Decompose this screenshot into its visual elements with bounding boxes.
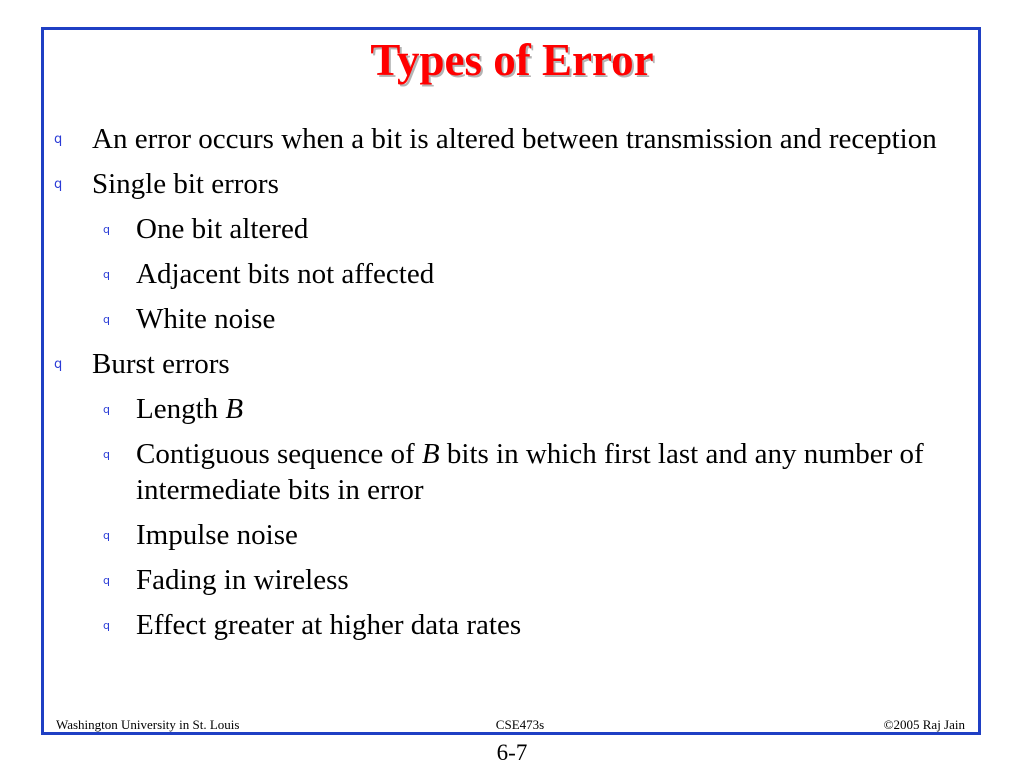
bullet-marker-icon: q [103, 268, 110, 281]
sub-bullet-item [0, 211, 926, 247]
sub-bullet-item [0, 607, 926, 643]
bullet-marker-icon: q [54, 132, 63, 147]
bullet-text: An error occurs when a bit is altered between transmission and reception [92, 123, 937, 155]
bullet-marker-icon: q [103, 529, 110, 542]
bullet-item [0, 166, 962, 202]
bullet-item [0, 121, 962, 157]
bullet-text: bits in which first last and any number of intermediate bits in error [136, 438, 924, 506]
bullet-text: Impulse noise [136, 519, 298, 551]
bullet-text: Single bit errors [92, 168, 279, 200]
page-number: 6-7 [496, 740, 528, 765]
bullet-marker-icon: q [54, 177, 63, 192]
footer-institution: Washington University in St. Louis [56, 717, 240, 732]
sub-bullet-item [0, 517, 926, 553]
sub-bullet-item [0, 562, 926, 598]
bullet-text: Effect greater at higher data rates [136, 609, 522, 641]
bullet-text: Fading in wireless [136, 564, 349, 596]
bullet-marker-icon: q [54, 357, 63, 372]
footer-course: CSE473s [495, 717, 545, 732]
bullet-marker-icon: q [103, 403, 110, 416]
bullet-text: Length [136, 393, 226, 425]
sub-bullet-item [0, 391, 926, 427]
bullet-marker-icon: q [103, 223, 110, 236]
bullet-marker-icon: q [103, 574, 110, 587]
sub-bullet-item [0, 256, 926, 292]
bullet-text: Burst errors [92, 348, 230, 380]
bullet-marker-icon: q [103, 448, 110, 461]
bullet-text: Contiguous sequence of [136, 438, 422, 470]
bullet-text: B [225, 393, 244, 425]
bullet-marker-icon: q [103, 313, 110, 326]
bullet-text: White noise [136, 303, 276, 335]
sub-bullet-item [0, 436, 926, 508]
bullet-text: Adjacent bits not affected [136, 258, 435, 290]
bullet-item [0, 346, 962, 382]
bullet-text: B [421, 438, 440, 470]
sub-bullet-item [0, 301, 926, 337]
bullet-marker-icon: q [103, 619, 110, 632]
slide-title: Types of Error [370, 35, 654, 85]
bullet-text: One bit altered [136, 213, 309, 245]
bullet-list [0, 121, 1024, 652]
footer-copyright: ©2005 Raj Jain [883, 717, 965, 732]
